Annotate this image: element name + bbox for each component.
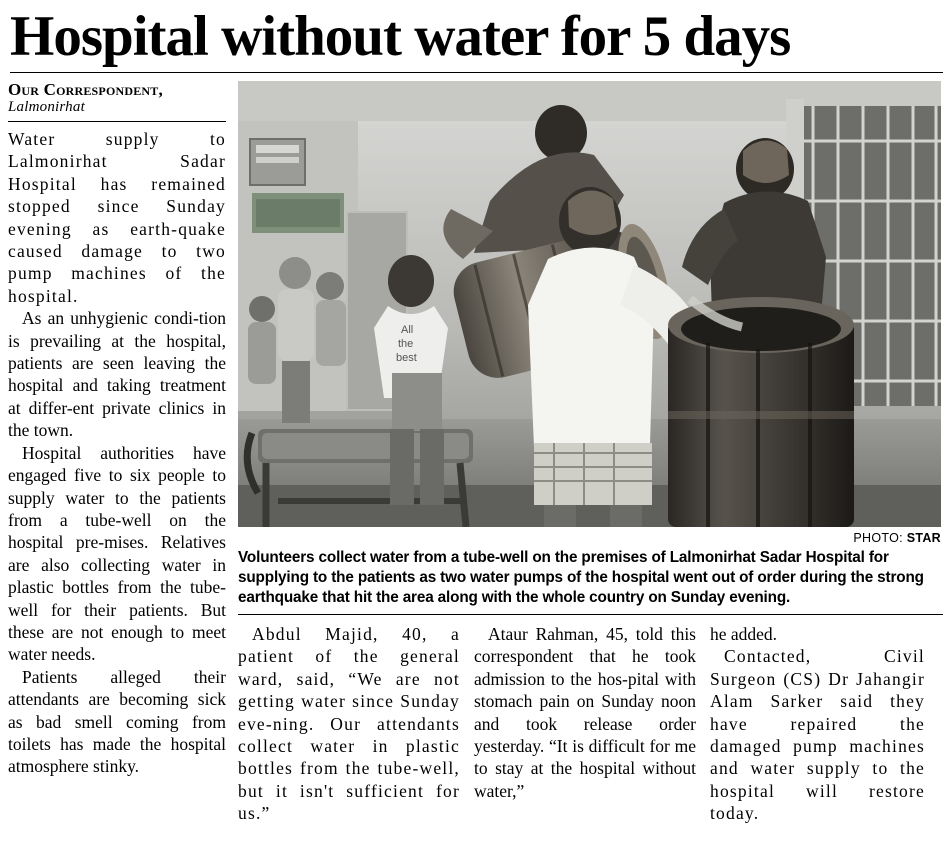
photo-credit-source: STAR	[906, 531, 941, 545]
paragraph: he added.	[710, 624, 778, 644]
paragraph: Patients alleged their attendants are becoming sick as bad smell coming from toilets has made the hospital atmosphere stinky.	[8, 666, 226, 777]
byline-correspondent: Our Correspondent,	[8, 80, 163, 99]
paragraph: Abdul Majid, 40, a patient of the general ward, said, “We are not getting water since Sunday eve-ning. Our attendants collect water in plastic bottles from the tube-well, but it isn't sufficient for us.”	[238, 624, 460, 824]
byline-divider	[8, 121, 226, 122]
photo-credit-label: PHOTO:	[853, 531, 903, 545]
paragraph: Water supply to Lalmonirhat Sadar Hospital has remained stopped since Sunday evening as earth-quake caused damage to two pump machines of the hospital.	[8, 129, 226, 306]
paragraph: Contacted, Civil Surgeon (CS) Dr Jahangir Alam Sarker said they have repaired the damaged pump machines and water supply to the hospital will restore today.	[710, 646, 925, 824]
article-photo	[238, 81, 941, 527]
paragraph: Hospital authorities have engaged five to six people to supply water to the patients from a tube-well on the hospital pre-mises. Relatives are also collecting water in plastic bottles from the tube-well for their patients. But these are not enough to meet water needs.	[8, 442, 226, 665]
byline-location: Lalmonirhat	[8, 99, 85, 115]
svg-text:best: best	[396, 352, 417, 364]
column-2	[238, 623, 460, 825]
svg-text:All: All	[401, 324, 414, 336]
caption-divider	[238, 614, 943, 615]
photo-credit	[238, 531, 941, 545]
svg-text:the: the	[398, 338, 414, 350]
paragraph: As an unhygienic condi-tion is prevailing at the hospital, patients are seen leaving the hospital and taking treatment at differ-ent private clinics in the town.	[8, 308, 226, 441]
headline-divider	[10, 72, 943, 73]
photo-caption: Volunteers collect water from a tube-well on the premises of Lalmonirhat Sadar Hospital for supplying to the patients as two water pumps of the hospital went out of order during the strong earthquake that hit the area along with the whole country on Sunday evening.	[238, 549, 924, 606]
article-body	[8, 81, 943, 825]
right-section	[238, 81, 943, 825]
byline	[8, 81, 226, 116]
lower-columns	[238, 623, 943, 825]
page-title: Hospital without water for 5 days	[10, 5, 791, 68]
left-column	[8, 81, 226, 778]
paragraph: Ataur Rahman, 45, told this correspondent that he took admission to the hos-pital with stomach pain on Sunday noon and took release order yesterday. “It is difficult for me to stay at the hospital without water,”	[474, 624, 696, 801]
column-4	[710, 623, 925, 825]
column-3	[474, 623, 696, 825]
